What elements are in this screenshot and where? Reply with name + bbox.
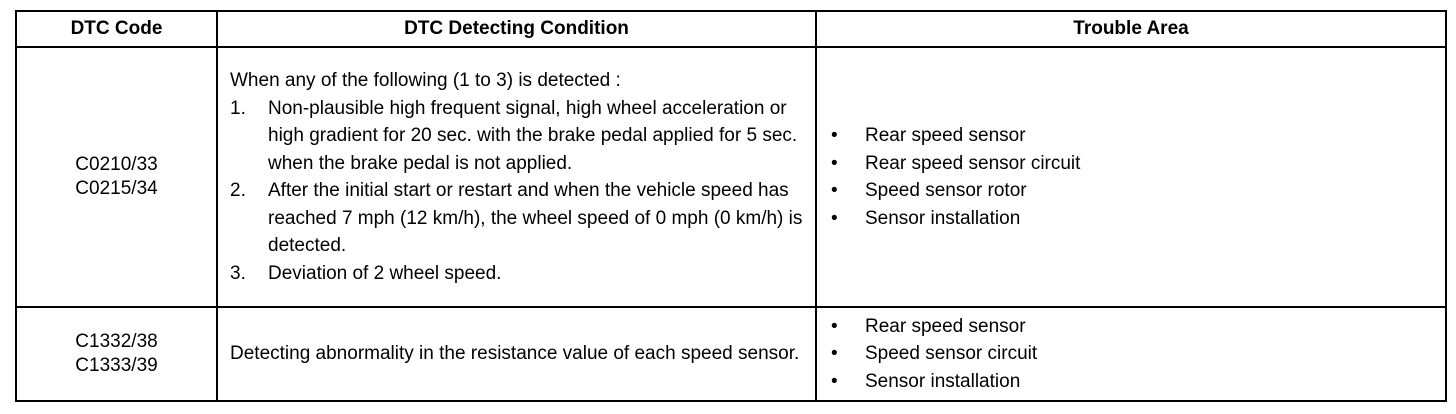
condition-number: 1. <box>230 97 246 119</box>
trouble-area-text: Speed sensor rotor <box>865 180 1027 201</box>
trouble-area-item <box>827 340 1445 368</box>
header-dtc-code: DTC Code <box>16 11 217 47</box>
condition-item <box>230 177 805 260</box>
dtc-code-cell <box>16 47 217 307</box>
bullet-icon: • <box>831 180 838 201</box>
table-row <box>16 307 1446 401</box>
trouble-area-text: Rear speed sensor <box>865 315 1026 337</box>
table-header-row <box>16 11 1446 47</box>
trouble-area-item <box>827 177 1445 205</box>
trouble-area-text: Sensor installation <box>865 370 1021 392</box>
condition-text: Non-plausible high frequent signal, high wheel acceleration or high gradient for 20 sec. with the brake pedal applied for 5 sec. when the brake pedal is not applied. <box>268 97 798 174</box>
trouble-area-item <box>827 205 1445 233</box>
bullet-icon: • <box>831 152 838 174</box>
trouble-area-text: Rear speed sensor circuit <box>865 152 1081 174</box>
dtc-code-cell <box>16 307 217 401</box>
bullet-icon: • <box>831 207 838 229</box>
dtc-code: C1332/38 <box>75 331 158 352</box>
bullet-icon: • <box>831 343 838 365</box>
trouble-area-cell <box>816 307 1446 401</box>
condition-number: 2. <box>230 180 246 201</box>
trouble-area-list <box>827 313 1445 396</box>
dtc-code: C0210/33 <box>75 154 158 175</box>
condition-intro: When any of the following (1 to 3) is detected : <box>230 70 621 91</box>
detecting-condition-cell <box>217 307 816 401</box>
condition-text: Detecting abnormality in the resistance value of each speed sensor. <box>230 343 800 365</box>
table-row <box>16 47 1446 307</box>
trouble-area-text: Speed sensor circuit <box>865 343 1038 365</box>
bullet-icon: • <box>831 370 838 392</box>
header-detecting-condition: DTC Detecting Condition <box>217 11 816 47</box>
trouble-area-text: Rear speed sensor <box>865 125 1026 146</box>
condition-text: Deviation of 2 wheel speed. <box>268 262 502 284</box>
detecting-condition-cell <box>217 47 816 307</box>
dtc-table <box>15 10 1447 402</box>
bullet-icon: • <box>831 315 838 337</box>
trouble-area-text: Sensor installation <box>865 207 1021 229</box>
dtc-code: C0215/34 <box>75 178 158 199</box>
trouble-area-cell <box>816 47 1446 307</box>
condition-number: 3. <box>230 262 246 284</box>
trouble-area-item <box>827 313 1445 341</box>
condition-item <box>230 95 805 178</box>
condition-item <box>230 260 805 288</box>
trouble-area-item <box>827 150 1445 178</box>
condition-text: After the initial start or restart and when the vehicle speed has reached 7 mph (12 km/h), the wheel speed of 0 mph (0 km/h) is detected. <box>268 180 803 256</box>
header-trouble-area: Trouble Area <box>816 11 1446 47</box>
trouble-area-item <box>827 122 1445 150</box>
trouble-area-list <box>827 122 1445 232</box>
trouble-area-item <box>827 368 1445 396</box>
bullet-icon: • <box>831 125 838 146</box>
dtc-code: C1333/39 <box>75 355 158 376</box>
condition-list <box>230 95 805 288</box>
